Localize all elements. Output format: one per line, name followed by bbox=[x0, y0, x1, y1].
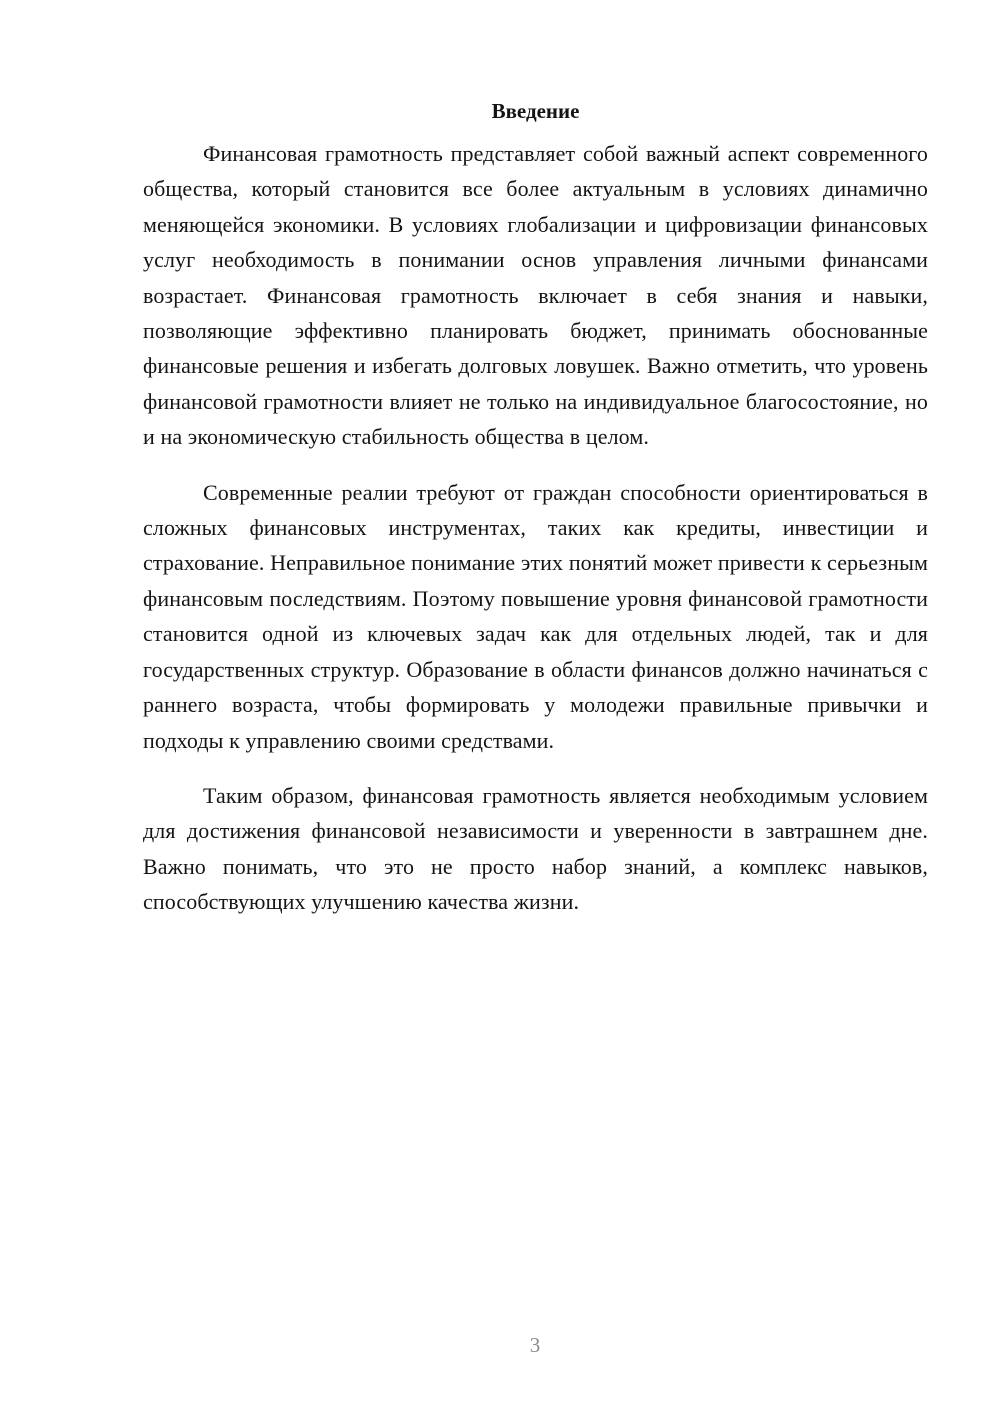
paragraph-2: Современные реалии требуют от граждан способности ориентироваться в сложных финансовых инструментах, таких как кредиты, инвестиции и страхование. Неправильное понимание этих понятий может привести к серьезным финансовым последствиям. Поэтому повышение уровня финансовой грамотности становится одной из ключевых задач как для отдельных людей, так и для государственных структур. Образование в области финансов должно начинаться с раннего возраста, чтобы формировать у молодежи правильные привычки и подходы к управлению своими средствами. bbox=[143, 479, 928, 753]
page-content bbox=[143, 96, 928, 940]
section-title: Введение bbox=[491, 99, 580, 123]
paragraph-1: Финансовая грамотность представляет собой важный аспект современного общества, который становится все более актуальным в условиях динамично меняющейся экономики. В условиях глобализации и цифровизации финансовых услуг необходимость в понимании основ управления личными финансами возрастает. Финансовая грамотность включает в себя знания и навыки, позволяющие эффективно планировать бюджет, принимать обоснованные финансовые решения и избегать долговых ловушек. Важно отметить, что уровень финансовой грамотности влияет не только на индивидуальное благосостояние, но и на экономическую стабильность общества в целом. bbox=[143, 141, 928, 450]
paragraph-3: Таким образом, финансовая грамотность является необходимым условием для достижения финансовой независимости и уверенности в завтрашнем дне. Важно понимать, что это не просто набор знаний, а комплекс навыков, способствующих улучшению качества жизни. bbox=[143, 782, 928, 915]
page-number: 3 bbox=[529, 1333, 541, 1357]
